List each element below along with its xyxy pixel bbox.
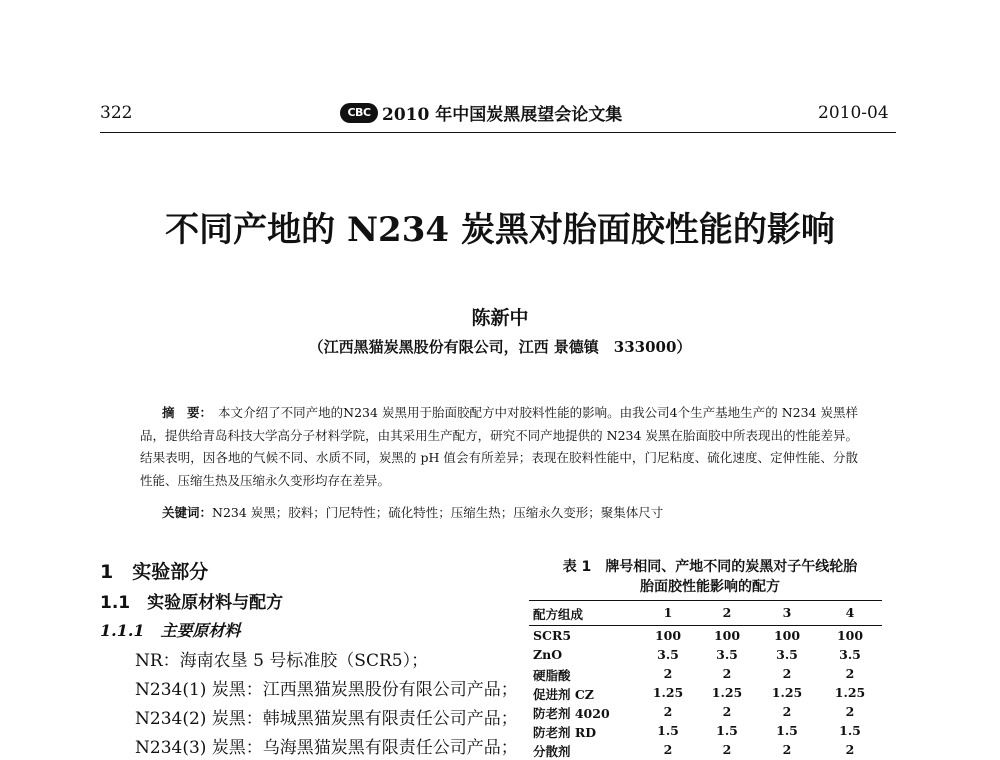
running-header xyxy=(340,100,622,125)
section-heading-1: 1 实验部分 xyxy=(100,561,209,583)
table-cell: 3.5 xyxy=(776,647,798,662)
table-row xyxy=(529,645,882,665)
table-cell: 1.25 xyxy=(771,685,803,700)
section-heading-1-1-1: 1.1.1 主要原材料 xyxy=(100,621,241,640)
table-cell: 2 xyxy=(722,742,732,757)
abstract-text: 本文介绍了不同产地的N234 炭黑用于胎面胶配方中对胶料性能的影响。由我公司4个生产基地生产的 N234 炭黑样品，提供给青岛科技大学高分子材料学院，由其采用生产配方，研究不同产地提供的 N234 炭黑在胎面胶中所表现出的性能差异。结果表明，因各地的气候不同、水质不同，炭黑的 pH 值会有所差异；表现在胶料性能中，门尼粘度、硫化速度、定伸性能、分散性能、压缩生热及压缩永久变形均存在差异。 xyxy=(140,405,858,488)
table-row xyxy=(529,702,882,722)
table-cell: 2 xyxy=(782,704,792,719)
table-caption-line1: 牌号相同、产地不同的炭黑对子午线轮胎 xyxy=(605,559,858,575)
table-row xyxy=(529,626,882,646)
table-caption xyxy=(500,557,920,597)
table-header-cell: 1 xyxy=(663,605,673,620)
table-cell: 1.5 xyxy=(716,723,738,738)
cbc-logo-icon: CBC xyxy=(340,103,378,123)
table-cell: 100 xyxy=(836,628,864,643)
table-cell: 1.25 xyxy=(652,685,684,700)
table-number: 表 1 xyxy=(562,559,592,575)
table-cell: 2 xyxy=(845,704,855,719)
abstract-label: 摘 要： xyxy=(162,405,213,420)
table-cell: 防老剂 4020 xyxy=(533,706,610,721)
table-header-cell: 配方组成 xyxy=(533,607,584,622)
table-cell: 2 xyxy=(845,742,855,757)
table-cell: 1.5 xyxy=(657,723,679,738)
table-header-cell: 3 xyxy=(782,605,792,620)
table-row xyxy=(529,683,882,703)
table-cell: 2 xyxy=(845,666,855,681)
table-cell: 2 xyxy=(722,704,732,719)
table-caption-line2: 胎面胶性能影响的配方 xyxy=(640,579,780,595)
table-cell: 1.5 xyxy=(839,723,861,738)
table-cell: 3.5 xyxy=(839,647,861,662)
table-cell: 100 xyxy=(713,628,741,643)
table-top-rule xyxy=(529,600,882,601)
keywords-text: N234 炭黑；胶料；门尼特性；硫化特性；压缩生热；压缩永久变形；聚集体尺寸 xyxy=(212,505,664,520)
table-cell: 分散剂 xyxy=(533,744,571,759)
table-cell: ZnO xyxy=(533,647,563,662)
table-cell: 2 xyxy=(722,666,732,681)
table-cell: 1.25 xyxy=(834,685,866,700)
table-row xyxy=(529,740,882,760)
abstract xyxy=(140,402,858,492)
table-cell: 2 xyxy=(663,742,673,757)
keywords xyxy=(162,503,862,521)
table-cell: 防老剂 RD xyxy=(533,725,597,740)
table-header-cell: 4 xyxy=(845,605,855,620)
material-item: N234(3) 炭黑：乌海黑猫炭黑有限责任公司产品； xyxy=(135,738,518,758)
table-cell: 1.5 xyxy=(776,723,798,738)
table-cell: 1.25 xyxy=(711,685,743,700)
table-row xyxy=(529,721,882,741)
table-cell: 2 xyxy=(782,742,792,757)
table-cell: 促进剂 CZ xyxy=(533,687,594,702)
table-cell: 3.5 xyxy=(716,647,738,662)
table-cell: 2 xyxy=(663,704,673,719)
material-item: N234(1) 炭黑：江西黑猫炭黑股份有限公司产品； xyxy=(135,680,518,700)
author-name: 陈新中 xyxy=(471,307,529,329)
header-date: 2010-04 xyxy=(818,103,889,123)
table-cell: 2 xyxy=(782,666,792,681)
page-number: 322 xyxy=(100,103,133,123)
table-header-cell: 2 xyxy=(722,605,732,620)
table-cell: 3.5 xyxy=(657,647,679,662)
keywords-label: 关键词： xyxy=(162,505,213,520)
table-cell: 2 xyxy=(663,666,673,681)
author-affiliation: （江西黑猫炭黑股份有限公司，江西 景德镇 333000） xyxy=(308,338,692,356)
table-cell: 100 xyxy=(773,628,801,643)
header-rule xyxy=(100,132,896,133)
table-header-row xyxy=(529,603,882,623)
material-item: NR：海南农垦 5 号标准胶（SCR5）； xyxy=(135,651,429,671)
proceedings-title: 2010 年中国炭黑展望会论文集 xyxy=(382,105,623,125)
material-item: N234(2) 炭黑：韩城黑猫炭黑有限责任公司产品； xyxy=(135,709,518,729)
table-cell: 100 xyxy=(654,628,682,643)
table-cell: SCR5 xyxy=(533,628,572,643)
table-cell: 硬脂酸 xyxy=(533,668,571,683)
paper-title: 不同产地的 N234 炭黑对胎面胶性能的影响 xyxy=(165,210,835,250)
table-row xyxy=(529,664,882,684)
section-heading-1-1: 1.1 实验原材料与配方 xyxy=(100,593,284,613)
